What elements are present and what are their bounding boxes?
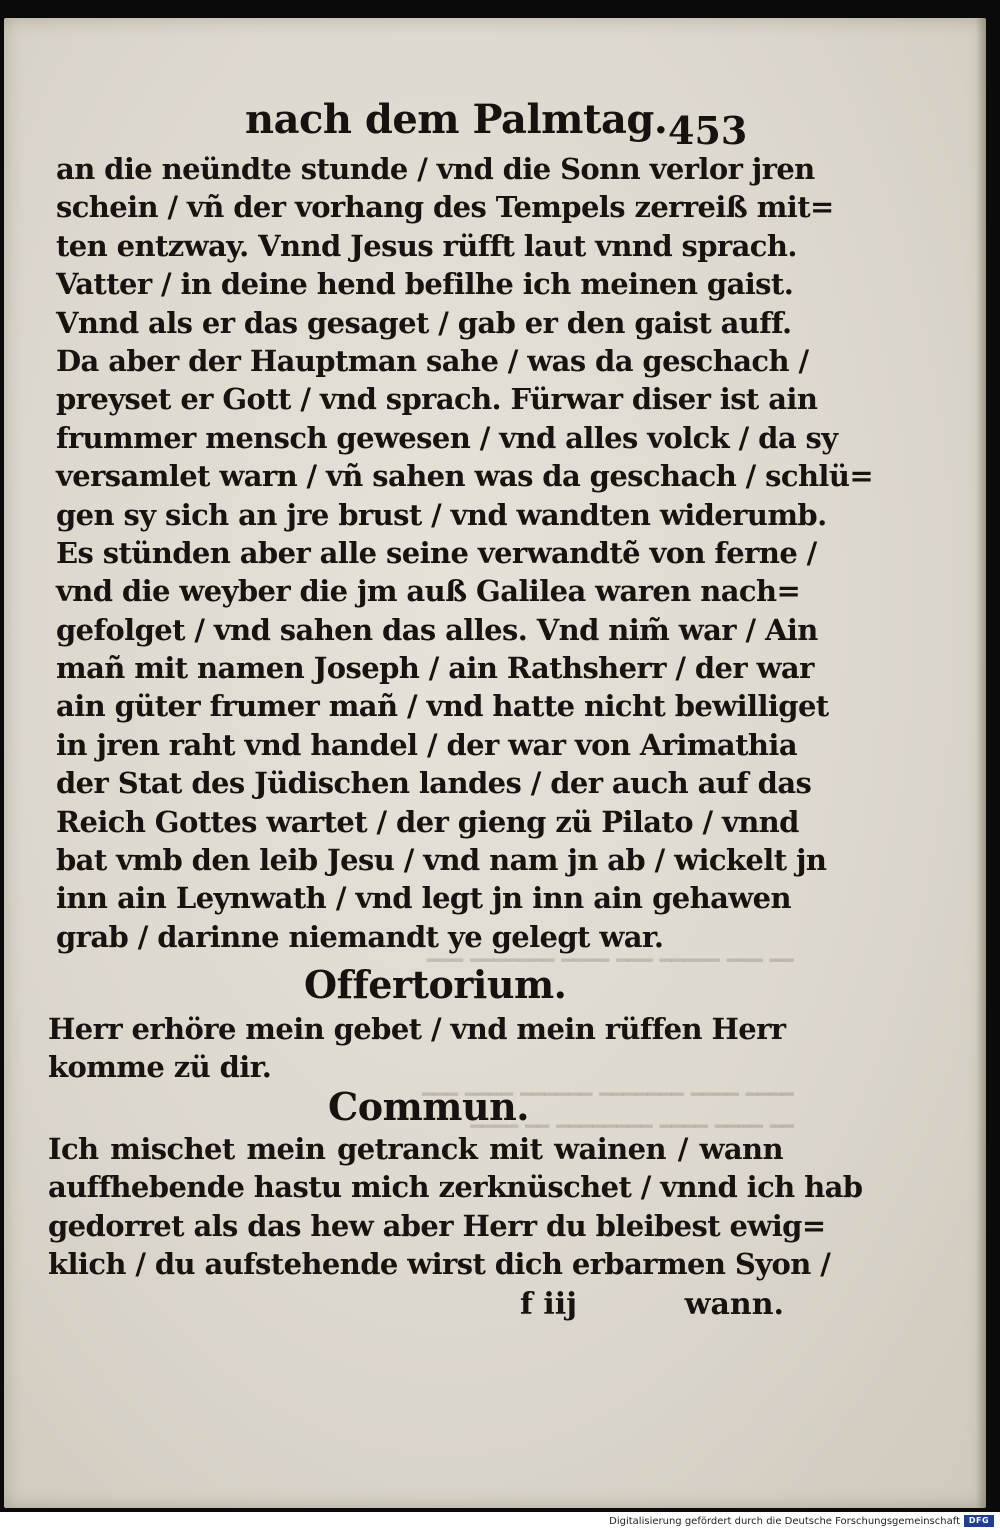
text-line: Herr erhöre mein gebet / vnd mein rüffen Herr <box>48 1012 786 1046</box>
text-line: in jren raht vnd handel / der war von Arimathia <box>56 727 798 762</box>
text-line: gedorret als das hew aber Herr du bleibest ewig= <box>48 1208 826 1243</box>
text-line: komme zü dir. <box>48 1050 272 1085</box>
text-line: Vnnd als er das gesaget / gab er den gaist auff. <box>56 305 792 340</box>
text-line: bat vmb den leib Jesu / vnd nam jn ab / wickelt jn <box>56 843 827 878</box>
text-line: Da aber der Hauptman sahe / was da geschach / <box>56 343 809 378</box>
text-line: Es stünden aber alle seine verwandtẽ von ferne / <box>56 535 817 570</box>
communion-heading: Commun. <box>328 1084 529 1129</box>
dfg-logo: DFG <box>964 1515 994 1527</box>
text-line: ten entzway. Vnnd Jesus rüfft laut vnnd sprach. <box>56 228 797 263</box>
text-line: an die neündte stunde / vnd die Sonn verlor jren <box>56 152 815 186</box>
text-line: schein / vñ der vorhang des Tempels zerreiß mit= <box>56 190 834 225</box>
text-line: vnd die weyber die jm auß Galilea waren nach= <box>56 574 801 609</box>
offertory-text <box>48 1010 786 1087</box>
text-line: versamlet warn / vñ sahen was da geschach / schlü= <box>56 459 874 494</box>
show-through-bleed: ━━━━ ━━━━ ━━━━━━━ ━━━━━━ ━━━━ ━━━ <box>422 1082 794 1106</box>
text-line: inn ain Leynwath / vnd legt jn inn ain gehawen <box>56 881 791 916</box>
page-edge-shadow <box>976 18 986 1508</box>
catchline <box>520 1287 784 1327</box>
text-line: grab / darinne niemandt ye gelegt war. <box>56 919 664 954</box>
signature-mark: f iij <box>520 1287 577 1322</box>
text-line: ain güter frumer mañ / vnd hatte nicht bewilliget <box>56 689 829 724</box>
text-line: preyset er Gott / vnd sprach. Fürwar diser ist ain <box>56 382 818 417</box>
text-line: Ich mischet mein getranck mit wainen / wann <box>48 1132 783 1166</box>
gospel-text-block <box>56 150 874 956</box>
text-line: mañ mit namen Joseph / ain Rathsherr / der war <box>56 651 814 686</box>
text-line: der Stat des Jüdischen landes / der auch auf das <box>56 766 812 801</box>
show-through-bleed: ━━ ━━━ ━━━━━ ━━━ ━━━━ ━━━━━━━ ━━━ <box>427 948 794 972</box>
communion-text <box>48 1130 863 1284</box>
show-through-bleed: ━━ ━━━━ ━━━━ ━━━━━━━━ ━━ ━━━━ <box>470 1114 794 1138</box>
page-number: 453 <box>668 108 748 153</box>
text-line: klich / du aufstehende wirst dich erbarmen Syon / <box>48 1247 831 1282</box>
offertory-heading: Offertorium. <box>304 962 567 1007</box>
catchword: wann. <box>684 1287 784 1322</box>
text-line: Reich Gottes wartet / der gieng zü Pilato / vnnd <box>56 804 799 839</box>
text-line: gen sy sich an jre brust / vnd wandten widerumb. <box>56 497 827 532</box>
text-line: Vatter / in deine hend befilhe ich meinen gaist. <box>56 267 794 302</box>
running-head: nach dem Palmtag. <box>245 96 668 143</box>
text-line: gefolget / vnd sahen das alles. Vnd nim̃ war / Ain <box>56 612 818 647</box>
digitization-credit: Digitalisierung gefördert durch die Deutsche Forschungsgemeinschaft <box>609 1516 960 1527</box>
text-line: auffhebende hastu mich zerknüschet / vnnd ich hab <box>48 1170 863 1205</box>
text-line: frummer mensch gewesen / vnd alles volck / da sy <box>56 420 838 455</box>
